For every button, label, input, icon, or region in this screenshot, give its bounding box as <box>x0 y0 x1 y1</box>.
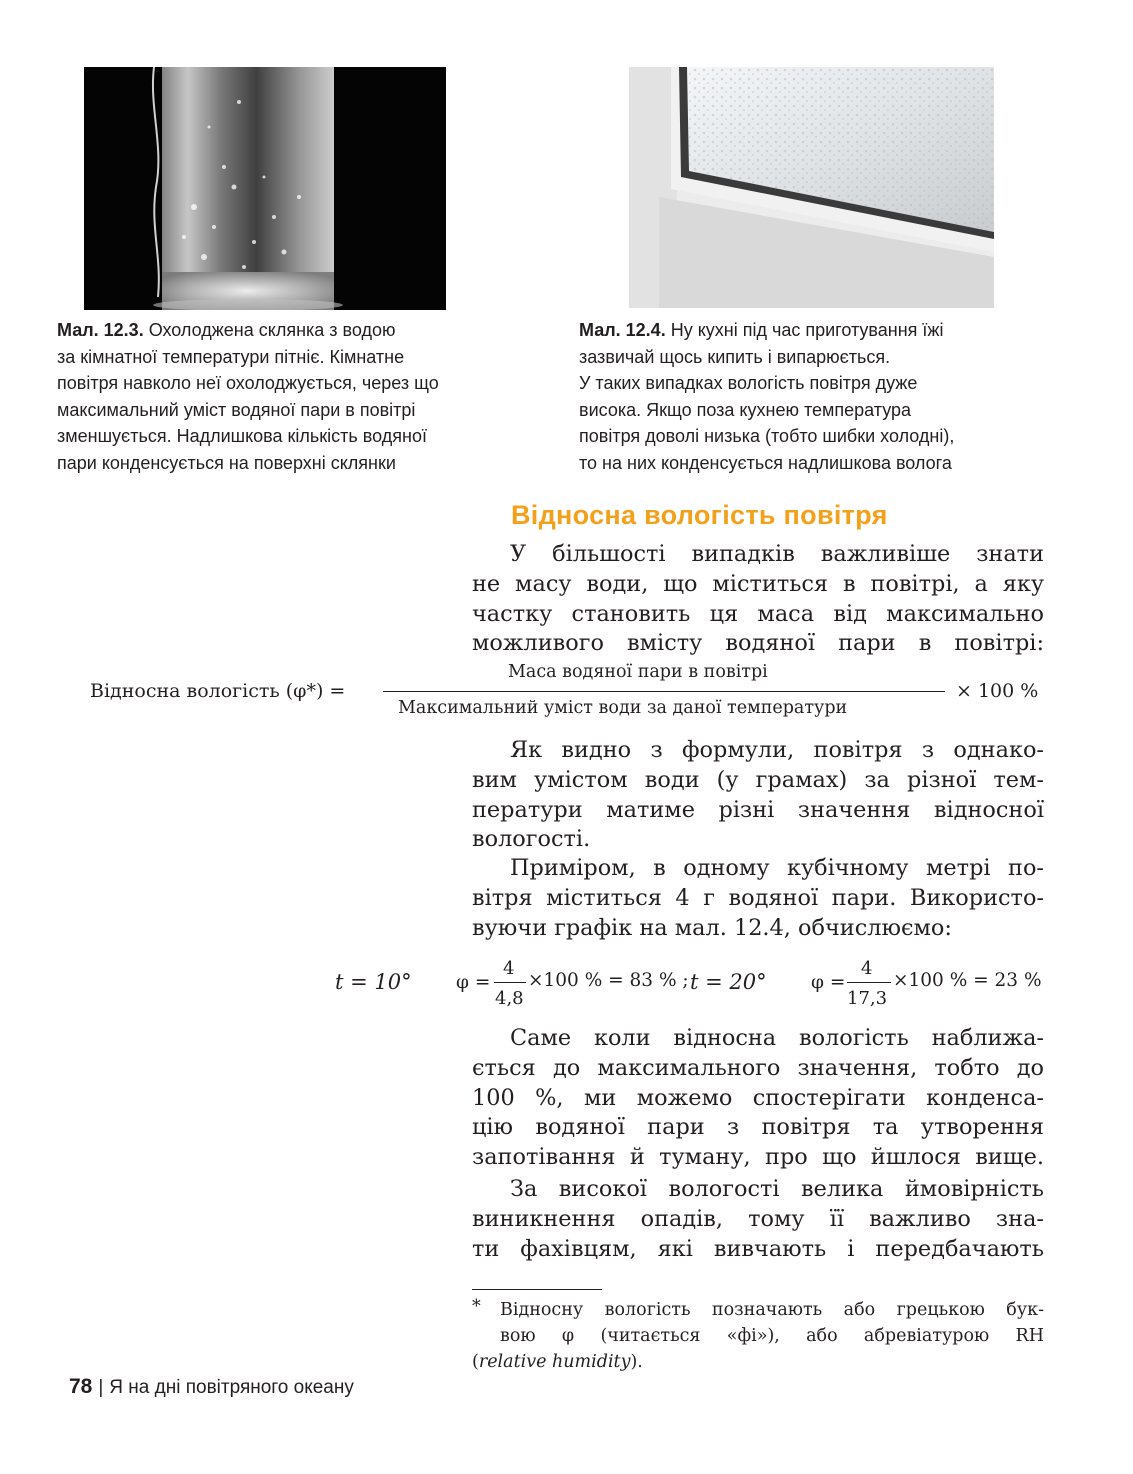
example-phi: φ = <box>811 972 846 993</box>
example-denominator: 17,3 <box>847 988 888 1009</box>
paragraph-line: запотівання й туману, про що йшлося вище. <box>472 1144 1044 1171</box>
caption-line: висока. Якщо поза кухнею температура <box>579 399 912 420</box>
figure-12-3-photo <box>84 67 446 310</box>
footnote-divider <box>472 1289 602 1290</box>
paragraph-line: Приміром, в одному кубічному метрі по- <box>510 855 1044 881</box>
footnote-marker: * <box>472 1297 481 1317</box>
page-footer <box>69 1375 354 1399</box>
paragraph-line: 100 %, ми можемо спостерігати конденса- <box>472 1084 1044 1111</box>
paragraph-line: За високої вологості велика ймовірність <box>510 1176 1044 1202</box>
paragraph-line: ти фахівцям, які вивчають і передбачають <box>472 1235 1044 1262</box>
formula-label: Відносна вологість (φ*) = <box>90 680 346 702</box>
example-phi: φ = <box>456 972 491 993</box>
caption-line: максимальний уміст водяної пари в повітрі <box>57 399 416 420</box>
paragraph-line: цію водяної пари з повітря та утворення <box>472 1114 1044 1141</box>
footnote-italic-term: relative humidity <box>478 1352 631 1372</box>
caption-text: Ну кухні під час приготування їжі <box>665 320 944 340</box>
paragraph-line: Як видно з формули, повітря з однако- <box>510 737 1044 763</box>
paragraph-line: вуючи графік на мал. 12.4, обчислюємо: <box>472 914 952 941</box>
paragraph <box>472 1024 1044 1173</box>
example-denominator: 4,8 <box>495 988 524 1009</box>
example-temperature: t = 20° <box>690 970 767 994</box>
caption-line: зменшується. Надлишкова кількість водяної <box>57 426 427 446</box>
example-numerator: 4 <box>861 958 873 979</box>
caption-line: то на них конденсується надлишкова волога <box>579 452 952 473</box>
footnote-line: вою φ (читається «фі»), або абревіатурою RH <box>500 1326 1044 1346</box>
figure-12-3-caption <box>57 317 537 476</box>
example-result: ×100 % = 23 % <box>893 970 1042 991</box>
fraction-bar <box>383 691 945 692</box>
footnote-line: Відносну вологість позначають або грецькою бук- <box>500 1300 1044 1320</box>
paragraph <box>472 540 1044 659</box>
paragraph-line: ператури матиме різні значення відносної <box>472 796 1044 823</box>
paragraph-line: не масу води, що міститься в повітрі, а яку <box>472 570 1044 597</box>
paragraph-line: частку становить ця маса від максимально <box>472 600 1044 627</box>
caption-line: У таких випадках вологість повітря дуже <box>579 373 918 393</box>
caption-text: Охолоджена склянка з водою <box>143 320 396 340</box>
paragraph-line: вологості. <box>472 826 591 853</box>
page-number: 78 <box>69 1375 93 1398</box>
relative-humidity-formula <box>0 660 1133 730</box>
paragraph-line: виникнення опадів, тому її важливо зна- <box>472 1205 1044 1232</box>
caption-line: повітря навколо неї охолоджується, через що <box>57 373 439 393</box>
figure-label: Мал. 12.3. <box>57 320 144 340</box>
footnote-line <box>472 1349 1044 1375</box>
paragraph <box>472 1175 1044 1264</box>
paragraph-line: вітря міститься 4 г водяної пари. Використо- <box>472 884 1044 911</box>
section-title: Відносна вологість повітря <box>511 500 888 530</box>
example-numerator: 4 <box>503 958 515 979</box>
caption-line: пари конденсується на поверхні склянки <box>57 452 396 473</box>
formula-multiplier: × 100 % <box>956 680 1039 702</box>
fraction-bar <box>494 982 526 983</box>
formula-numerator: Маса водяної пари в повітрі <box>508 662 768 682</box>
paragraph-line: У більшості випадків важливіше знати <box>510 541 1044 567</box>
paragraph <box>472 854 1044 943</box>
paragraph-line: можливого вмісту водяної пари в повітрі: <box>472 630 1044 657</box>
footnote-paren-close: ). <box>630 1352 643 1372</box>
footnote <box>472 1297 1044 1375</box>
caption-line: зазвичай щось кипить і випарюється. <box>579 346 891 367</box>
paragraph-line: вим умістом води (у грамах) за різної тем- <box>472 766 1044 793</box>
footer-separator: | <box>98 1377 104 1398</box>
example-temperature: t = 10° <box>335 970 412 994</box>
paragraph-line: Саме коли відносна вологість наближа- <box>510 1025 1044 1051</box>
example-result: ×100 % = 83 % ; <box>528 970 689 991</box>
paragraph-line: ється до максимального значення, тобто до <box>472 1054 1044 1081</box>
caption-line: повітря доволі низька (тобто шибки холодні), <box>579 426 955 446</box>
figure-12-4-photo <box>629 67 994 308</box>
figure-12-4-caption <box>579 317 1049 476</box>
formula-denominator: Максимальний уміст води за даної температури <box>398 698 848 718</box>
footnote-paren-open: ( <box>472 1352 479 1372</box>
caption-line: за кімнатної температури пітніє. Кімнатне <box>57 346 405 367</box>
paragraph <box>472 736 1044 855</box>
glass-of-water-illustration <box>84 67 446 310</box>
fogged-window-illustration <box>629 67 994 308</box>
figure-label: Мал. 12.4. <box>579 320 666 340</box>
chapter-title: Я на дні повітряного океану <box>109 1377 354 1398</box>
fraction-bar <box>847 982 891 983</box>
